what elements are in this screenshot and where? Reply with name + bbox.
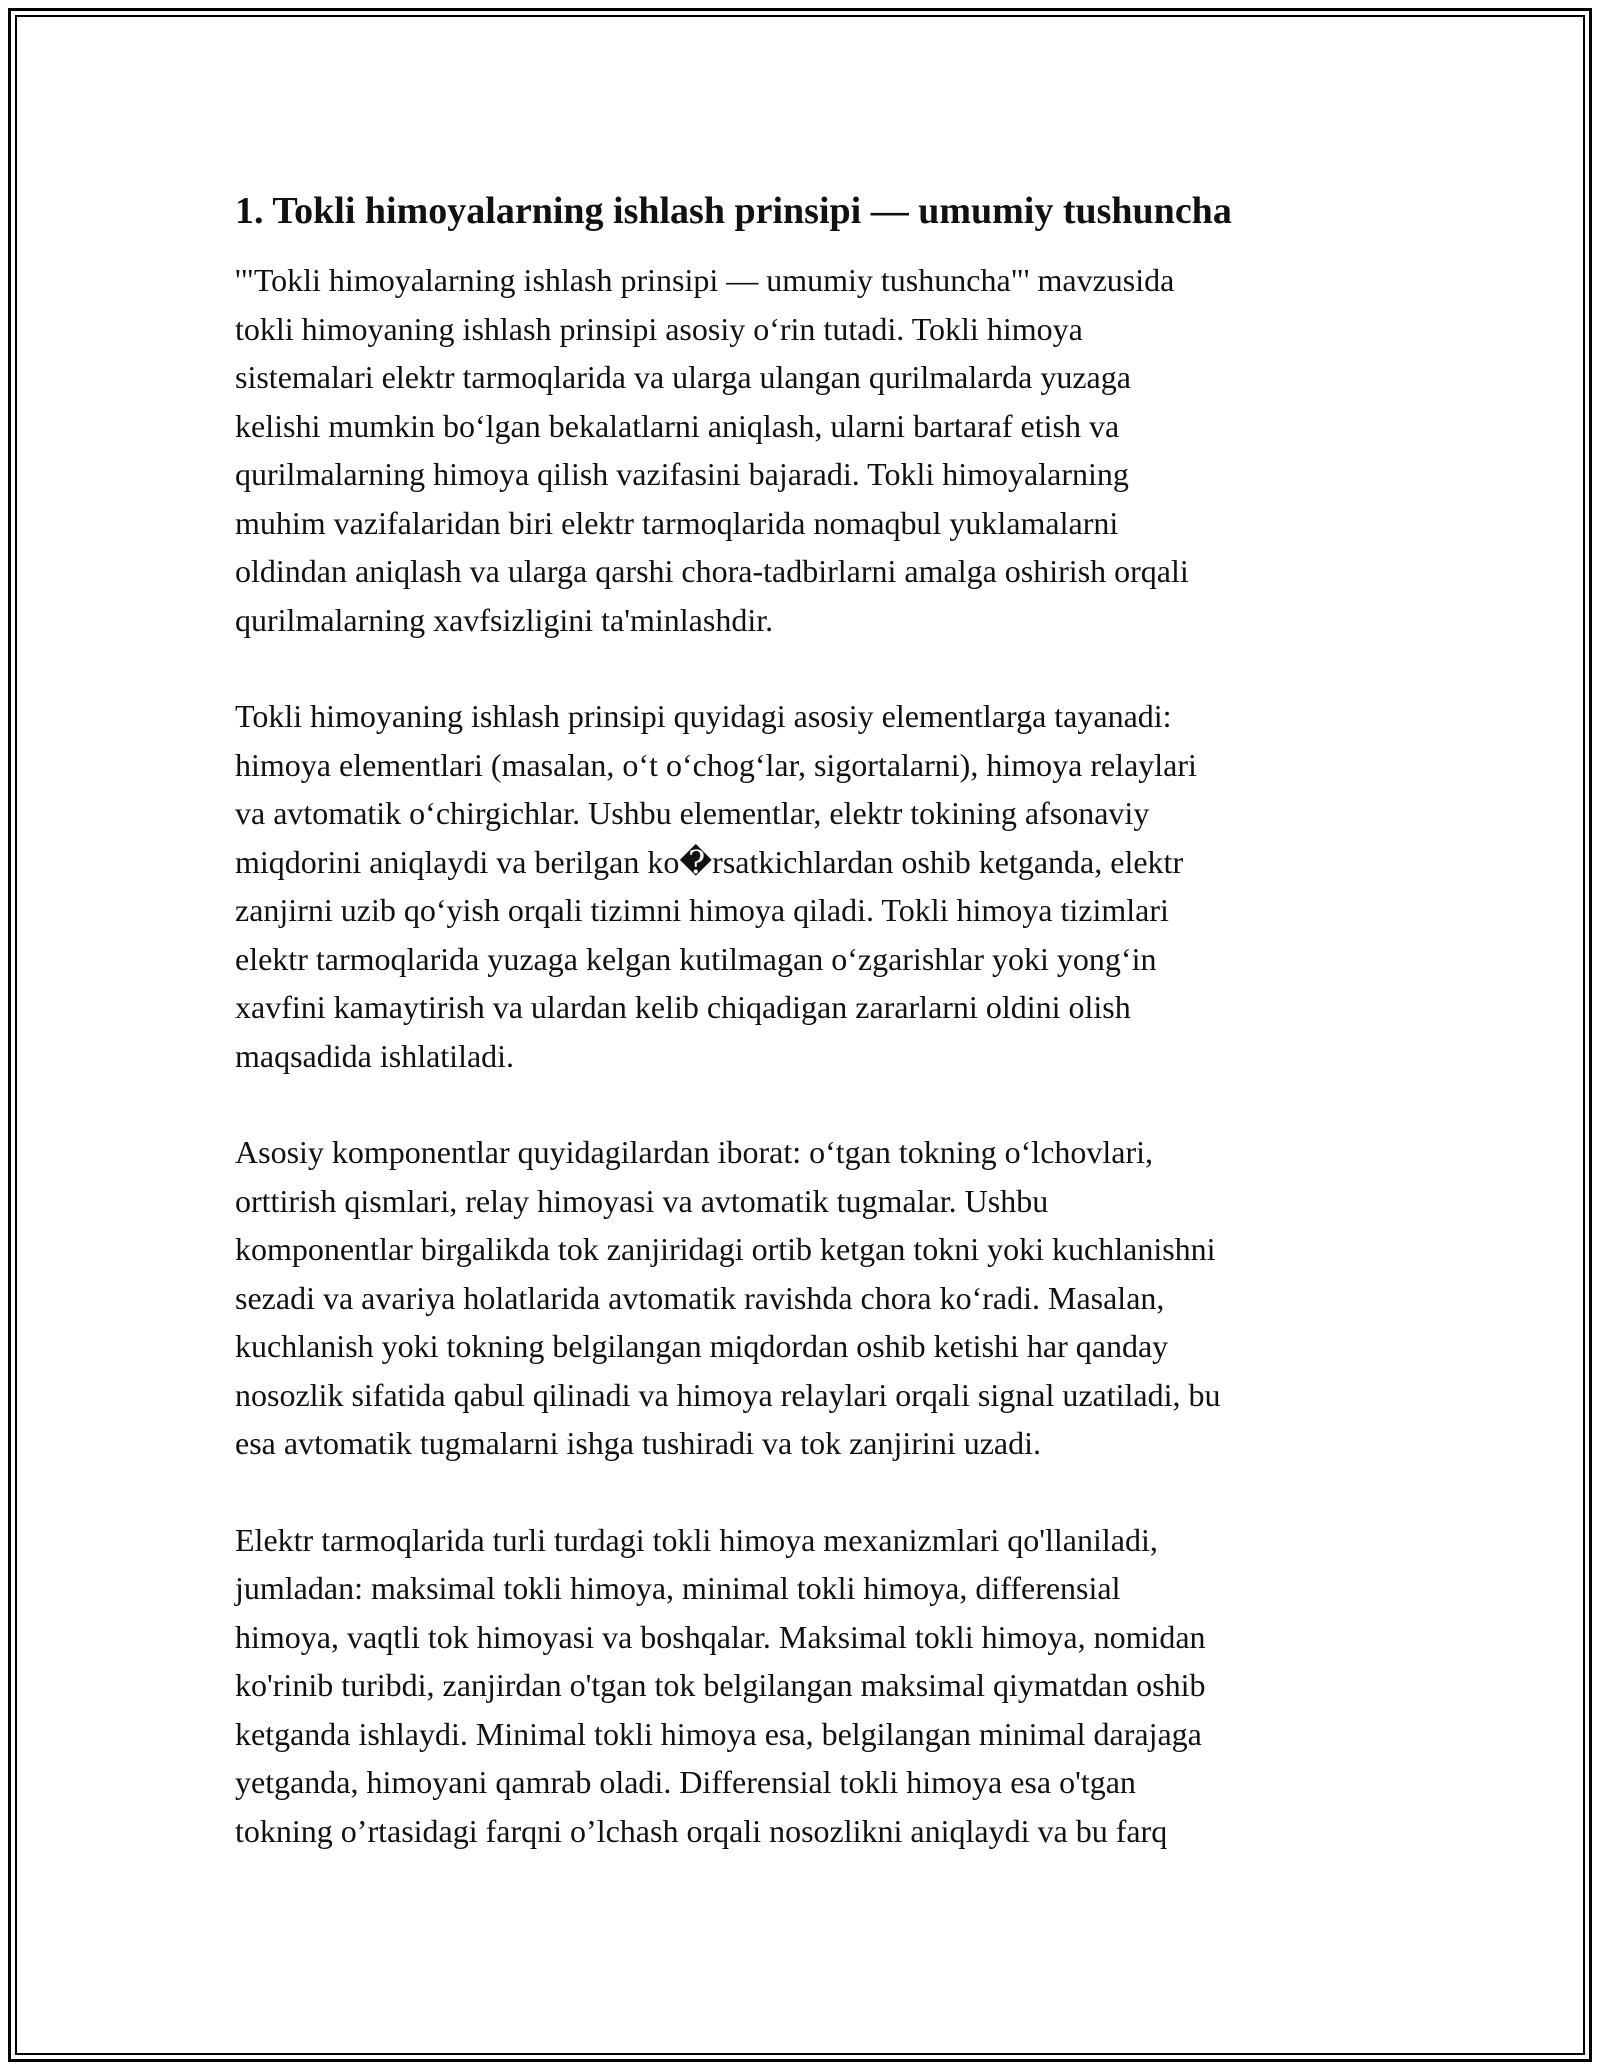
text-line: ko'rinib turibdi, zanjirdan o'tgan tok belgilangan maksimal qiymatdan oshib bbox=[235, 1667, 1206, 1703]
text-line: qurilmalarning xavfsizligini ta'minlashdir. bbox=[235, 601, 774, 638]
text-line: elektr tarmoqlarida yuzaga kelgan kutilmagan o‘zgarishlar yoki yong‘in bbox=[235, 940, 1157, 977]
text-line: jumladan: maksimal tokli himoya, minimal tokli himoya, differensial bbox=[235, 1570, 1121, 1606]
paragraph-principle bbox=[235, 692, 1370, 1080]
text-line: '"Tokli himoyalarning ishlash prinsipi — umumiy tushuncha"' mavzusida bbox=[235, 262, 1175, 298]
text-line: tokning o’rtasidagi farqni o’lchash orqali nosozlikni aniqlaydi va bu farq bbox=[235, 1812, 1168, 1849]
paragraph-intro bbox=[235, 256, 1370, 644]
text-line: sezadi va avariya holatlarida avtomatik ravishda chora ko‘radi. Masalan, bbox=[235, 1279, 1165, 1316]
text-line: maqsadida ishlatiladi. bbox=[235, 1037, 515, 1074]
text-line: Elektr tarmoqlarida turli turdagi tokli himoya mexanizmlari qo'llaniladi, bbox=[235, 1521, 1158, 1558]
text-line: Tokli himoyaning ishlash prinsipi quyidagi asosiy elementlarga tayanadi: bbox=[235, 698, 1172, 734]
text-line: himoya elementlari (masalan, o‘t o‘chog‘lar, sigortalarni), himoya relaylari bbox=[235, 746, 1197, 783]
text-line: tokli himoyaning ishlash prinsipi asosiy o‘rin tutadi. Tokli himoya bbox=[235, 310, 1083, 347]
text-line: ketganda ishlaydi. Minimal tokli himoya esa, belgilangan minimal darajaga bbox=[235, 1715, 1202, 1752]
text-line: komponentlar birgalikda tok zanjiridagi ortib ketgan tokni yoki kuchlanishni bbox=[235, 1231, 1216, 1267]
paragraph-components bbox=[235, 1128, 1370, 1468]
document-title: 1. Tokli himoyalarning ishlash prinsipi — umumiy tushuncha bbox=[235, 190, 1232, 232]
text-line: oldindan aniqlash va ularga qarshi chora-tadbirlarni amalga oshirish orqali bbox=[235, 553, 1189, 589]
text-line: muhim vazifalaridan biri elektr tarmoqlarida nomaqbul yuklamalarni bbox=[235, 504, 1119, 541]
paragraph-types bbox=[235, 1516, 1370, 1856]
text-line: xavfini kamaytirish va ulardan kelib chiqadigan zararlarni oldini olish bbox=[235, 989, 1131, 1025]
text-line: miqdorini aniqlaydi va berilgan ko�rsatkichlardan oshib ketganda, elektr bbox=[235, 843, 1184, 880]
text-line: sistemalari elektr tarmoqlarida va ularga ulangan qurilmalarda yuzaga bbox=[235, 359, 1131, 395]
text-line: nosozlik sifatida qabul qilinadi va himoya relaylari orqali signal uzatiladi, bu bbox=[235, 1376, 1221, 1413]
text-line: orttirish qismlari, relay himoyasi va avtomatik tugmalar. Ushbu bbox=[235, 1182, 1049, 1219]
text-line: va avtomatik o‘chirgichlar. Ushbu elementlar, elektr tokining afsonaviy bbox=[235, 795, 1150, 831]
document-body bbox=[235, 186, 1370, 1903]
text-line: esa avtomatik tugmalarni ishga tushiradi va tok zanjirini uzadi. bbox=[235, 1425, 1041, 1461]
text-line: kelishi mumkin bo‘lgan bekalatlarni aniqlash, ularni bartaraf etish va bbox=[235, 407, 1120, 444]
text-line: Asosiy komponentlar quyidagilardan iborat: o‘tgan tokning o‘lchovlari, bbox=[235, 1134, 1154, 1170]
text-line: kuchlanish yoki tokning belgilangan miqdordan oshib ketishi har qanday bbox=[235, 1328, 1169, 1364]
text-line: himoya, vaqtli tok himoyasi va boshqalar. Maksimal tokli himoya, nomidan bbox=[235, 1618, 1206, 1655]
text-line: yetganda, himoyani qamrab oladi. Differensial tokli himoya esa o'tgan bbox=[235, 1764, 1136, 1800]
text-line: zanjirni uzib qo‘yish orqali tizimni himoya qiladi. Tokli himoya tizimlari bbox=[235, 892, 1169, 928]
text-line: qurilmalarning himoya qilish vazifasini bajaradi. Tokli himoyalarning bbox=[235, 456, 1129, 492]
